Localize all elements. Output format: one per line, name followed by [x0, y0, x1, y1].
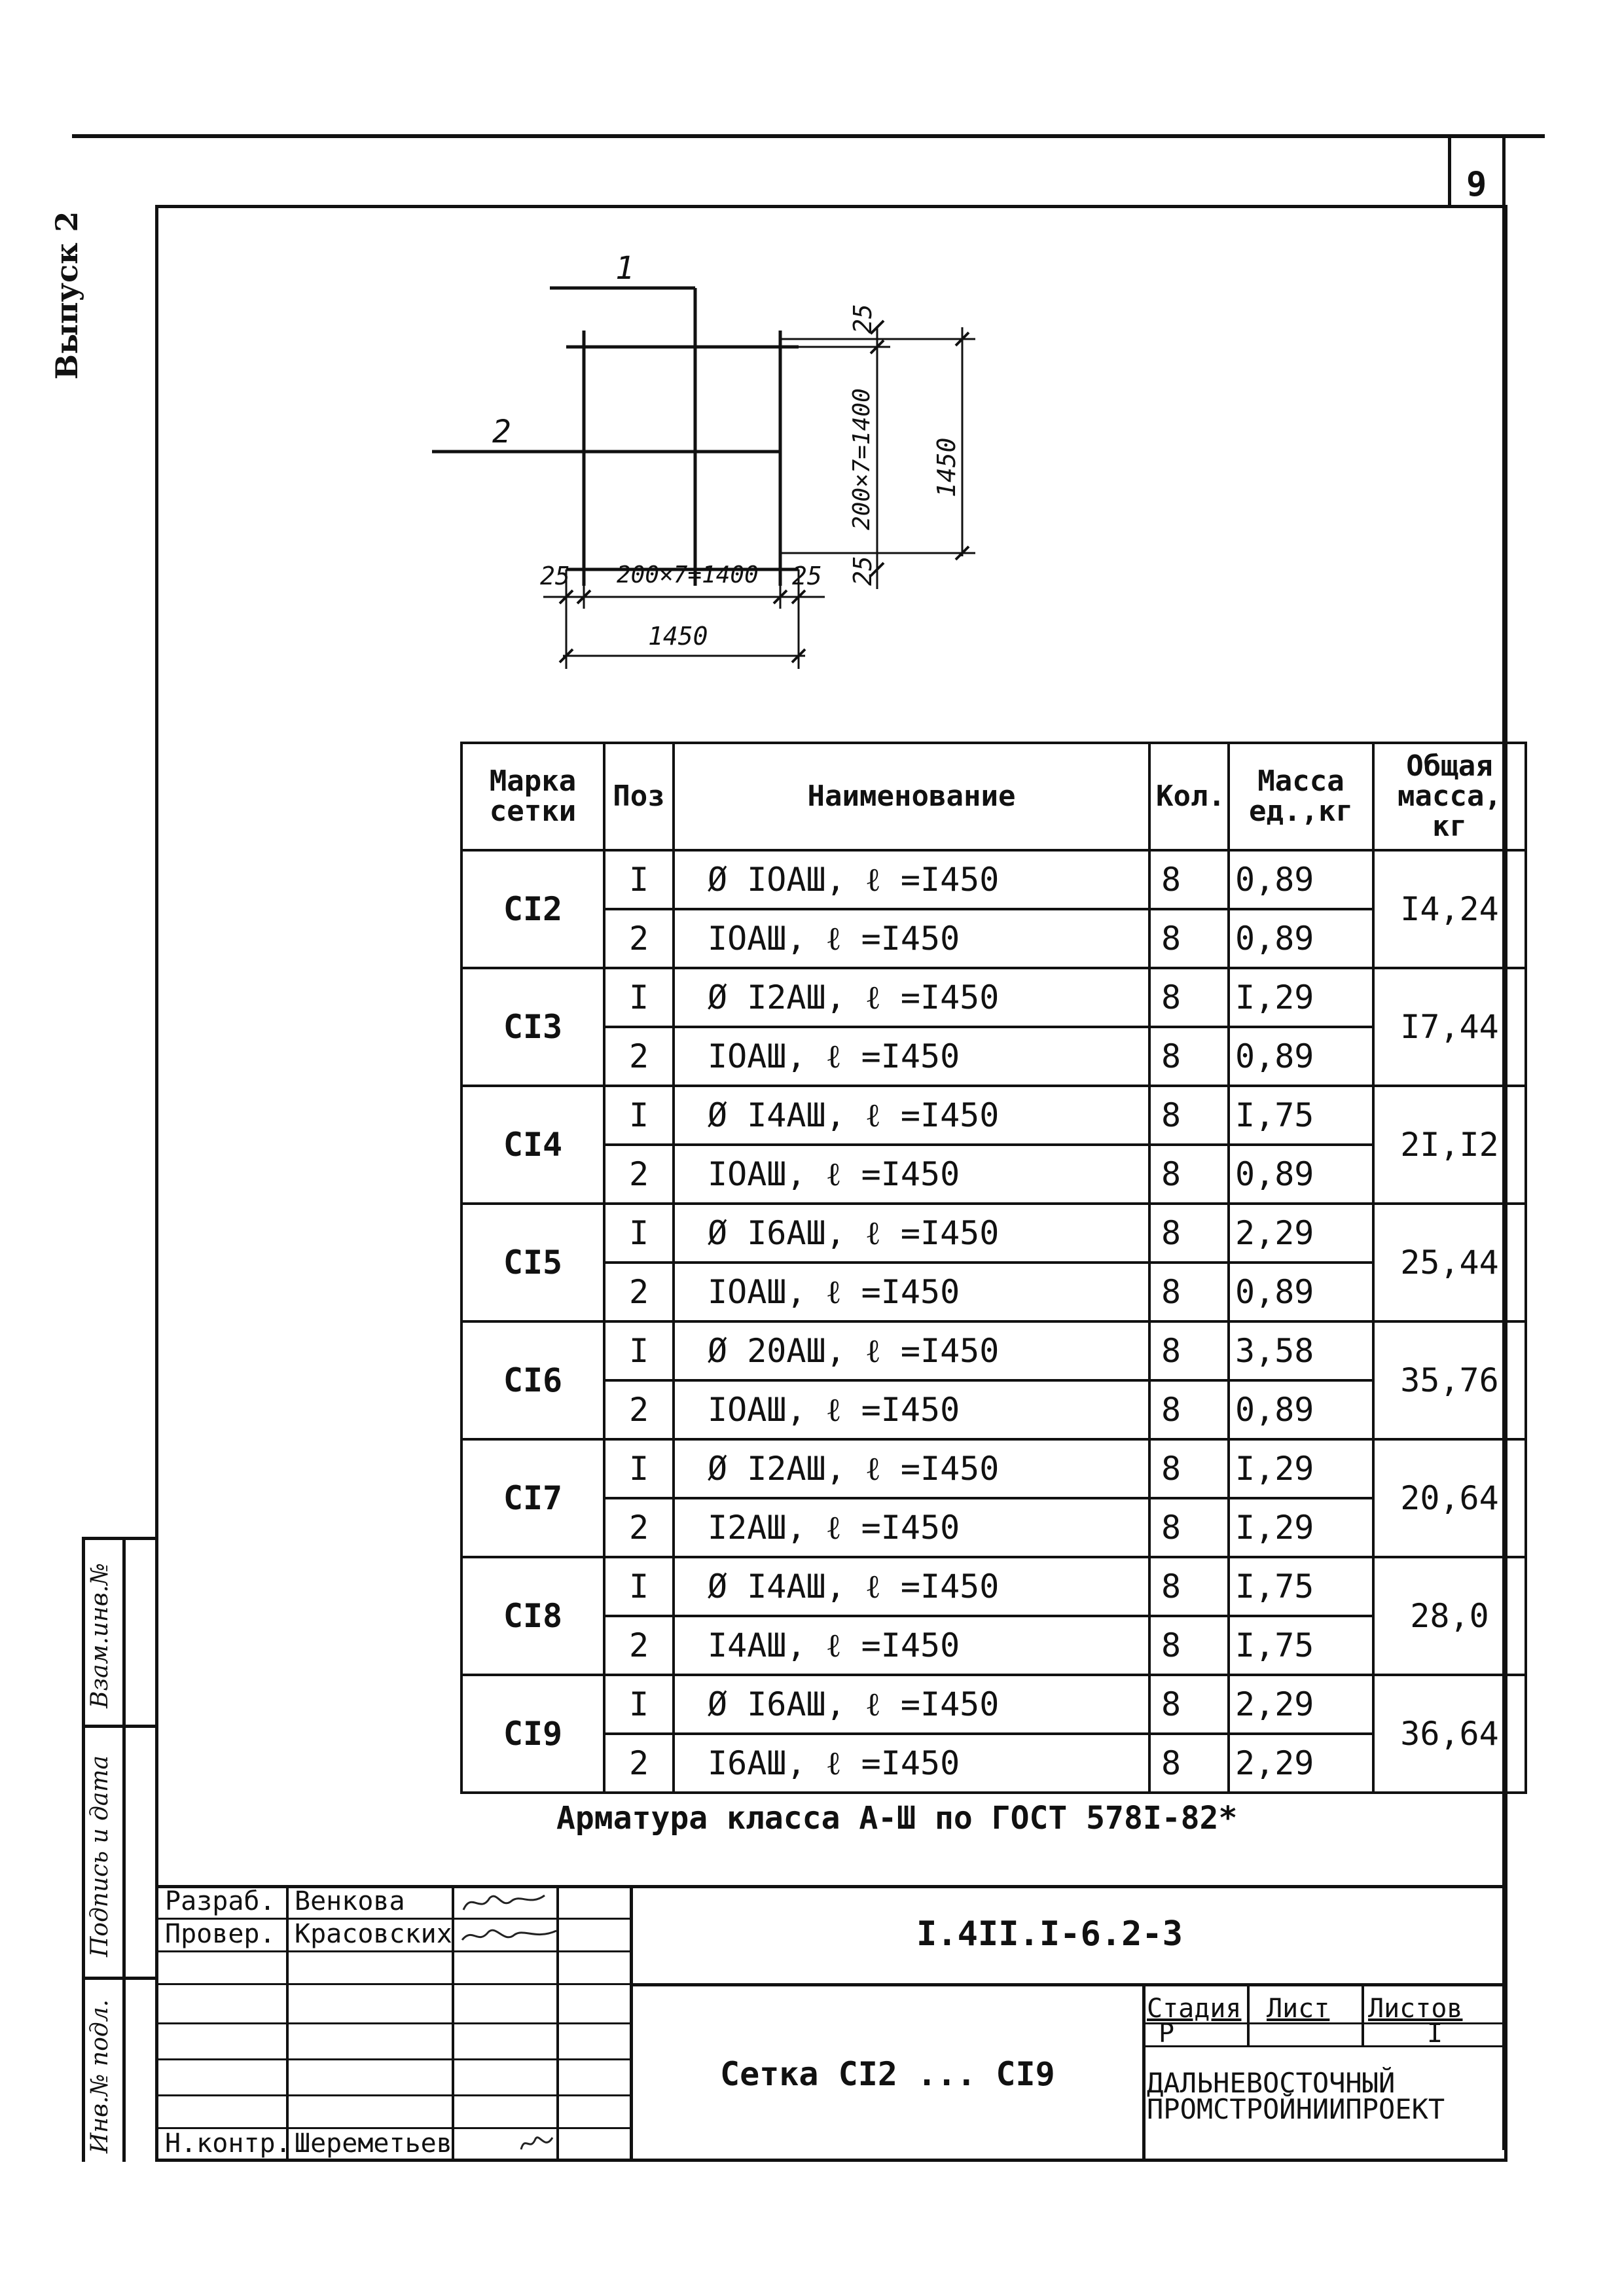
cell-unit-mass: 0,89: [1229, 1145, 1373, 1204]
cell-name: Ø IOAШ, ℓ =I450: [674, 850, 1149, 909]
stamp-div-2: [82, 1725, 157, 1728]
cell-unit-mass: 0,89: [1229, 1380, 1373, 1439]
cell-qty: 8: [1149, 850, 1229, 909]
cell-pos: 2: [604, 1145, 674, 1204]
stamp-inv-podl: Инв.№ подл.: [86, 1999, 113, 2153]
cell-unit-mass: I,75: [1229, 1616, 1373, 1675]
tb-org-line2: ПРОМСТРОЙНИИПРОЕКТ: [1147, 2093, 1445, 2125]
stamp-col-mid: [122, 1537, 126, 2162]
cell-name: Ø I2AШ, ℓ =I450: [674, 1439, 1149, 1498]
table-row: [461, 1204, 1526, 1263]
dim-horizontal-total: 1450: [648, 622, 708, 651]
cell-pos: 2: [604, 1734, 674, 1793]
tb-sheets-header: Листов: [1368, 1994, 1463, 2024]
tb-title: Сетка СI2 ... СI9: [720, 2055, 1055, 2093]
tb-stage-col2: [1362, 1983, 1364, 2047]
table-row: [461, 1675, 1526, 1734]
signature-checked: [458, 1920, 563, 1949]
tb-stage-col1: [1247, 1983, 1250, 2047]
table-row: [461, 1027, 1526, 1086]
cell-name: Ø I6AШ, ℓ =I450: [674, 1204, 1149, 1263]
cell-unit-mass: I,29: [1229, 1498, 1373, 1557]
cell-pos: I: [604, 1204, 674, 1263]
tb-sheet-header: Лист: [1267, 1994, 1330, 2024]
reinforcement-note: Арматура класса А-Ш по ГОСТ 578I-82*: [556, 1800, 1238, 1837]
tb-sheets-value: I: [1427, 2018, 1443, 2049]
tb-stage-header: Стадия: [1147, 1994, 1242, 2024]
cell-name: I4AШ, ℓ =I450: [674, 1616, 1149, 1675]
cell-unit-mass: 2,29: [1229, 1204, 1373, 1263]
tb-checked-name: Красовских: [295, 1919, 452, 1949]
cell-unit-mass: 2,29: [1229, 1675, 1373, 1734]
table-row: [461, 1321, 1526, 1380]
table-row: [461, 1380, 1526, 1439]
table-row: [461, 1086, 1526, 1145]
dim-bottom-right-25: 25: [792, 562, 822, 590]
cell-mark: СI2: [461, 850, 604, 968]
cell-pos: I: [604, 1557, 674, 1616]
dim-vertical-total: 1450: [932, 437, 961, 497]
cell-mark: СI4: [461, 1086, 604, 1204]
table-row: [461, 1616, 1526, 1675]
cell-qty: 8: [1149, 1204, 1229, 1263]
cell-pos: I: [604, 1439, 674, 1498]
signature-developed: [458, 1888, 550, 1916]
cell-name: IOAШ, ℓ =I450: [674, 909, 1149, 968]
stamp-div-3: [82, 1977, 157, 1980]
cell-total-mass: 35,76: [1373, 1321, 1526, 1439]
cell-total-mass: I4,24: [1373, 850, 1526, 968]
tb-sig-row6: [157, 2094, 632, 2096]
cell-name: I6AШ, ℓ =I450: [674, 1734, 1149, 1793]
cell-total-mass: 2I,I2: [1373, 1086, 1526, 1204]
cell-pos: I: [604, 1321, 674, 1380]
cell-unit-mass: I,75: [1229, 1557, 1373, 1616]
tb-developed-name: Венкова: [295, 1886, 405, 1916]
tb-sig-row2: [157, 1950, 632, 1952]
tb-stage-row2: [1142, 2045, 1507, 2047]
cell-qty: 8: [1149, 1616, 1229, 1675]
cell-pos: 2: [604, 1498, 674, 1557]
cell-unit-mass: 0,89: [1229, 1263, 1373, 1321]
mesh-drawing: [419, 262, 1008, 694]
tb-sig-row5: [157, 2058, 632, 2060]
tb-sig-row3: [157, 1983, 632, 1985]
tb-norm-name: Шереметьев: [295, 2128, 452, 2159]
table-row: [461, 1263, 1526, 1321]
table-row: [461, 1145, 1526, 1204]
cell-mark: СI3: [461, 968, 604, 1086]
mesh-outline: [584, 347, 780, 569]
signature-norm: [517, 2130, 556, 2156]
cell-total-mass: 36,64: [1373, 1675, 1526, 1793]
table-row: [461, 1557, 1526, 1616]
cell-pos: 2: [604, 1380, 674, 1439]
cell-pos: 2: [604, 1027, 674, 1086]
tb-checked-label: Провер.: [165, 1919, 276, 1949]
cell-mark: СI8: [461, 1557, 604, 1675]
cell-pos: I: [604, 850, 674, 909]
stamp-signature-date: Подпись и дата: [86, 1755, 113, 1957]
cell-mark: СI5: [461, 1204, 604, 1321]
dim-vertical-span: 200×7=1400: [848, 388, 875, 530]
cell-name: IOAШ, ℓ =I450: [674, 1145, 1149, 1204]
tb-org-line1: ДАЛЬНЕВОСТОЧНЫЙ: [1147, 2067, 1396, 2099]
cell-qty: 8: [1149, 1263, 1229, 1321]
tb-mid: [632, 1983, 1507, 1986]
cell-qty: 8: [1149, 1734, 1229, 1793]
cell-mark: СI7: [461, 1439, 604, 1557]
cell-pos: I: [604, 1675, 674, 1734]
header-unit-mass: Масса ед.,кг: [1229, 743, 1373, 850]
tb-sig-row4: [157, 2022, 632, 2024]
spec-header-row: [461, 743, 1526, 850]
dim-right-25: 25: [848, 556, 877, 586]
header-name: Наименование: [674, 743, 1149, 850]
cell-pos: I: [604, 968, 674, 1027]
cell-qty: 8: [1149, 1086, 1229, 1145]
cell-mark: СI6: [461, 1321, 604, 1439]
cell-qty: 8: [1149, 1321, 1229, 1380]
cell-pos: 2: [604, 909, 674, 968]
cell-qty: 8: [1149, 1557, 1229, 1616]
cell-name: I2AШ, ℓ =I450: [674, 1498, 1149, 1557]
cell-unit-mass: 0,89: [1229, 850, 1373, 909]
table-row: [461, 909, 1526, 968]
header-pos: Поз: [604, 743, 674, 850]
cell-name: IOAШ, ℓ =I450: [674, 1380, 1149, 1439]
dim-top-25: 25: [848, 304, 877, 334]
table-row: [461, 850, 1526, 909]
cell-name: IOAШ, ℓ =I450: [674, 1027, 1149, 1086]
stamp-vzam-inv: Взам.инв.№: [86, 1562, 113, 1708]
cell-qty: 8: [1149, 1027, 1229, 1086]
header-total-mass: Общая масса, кг: [1373, 743, 1526, 850]
table-row: [461, 968, 1526, 1027]
cell-name: Ø I2AШ, ℓ =I450: [674, 968, 1149, 1027]
cell-total-mass: 28,0: [1373, 1557, 1526, 1675]
cell-unit-mass: 0,89: [1229, 1027, 1373, 1086]
header-qty: Кол.: [1149, 743, 1229, 850]
cell-qty: 8: [1149, 1145, 1229, 1204]
cell-total-mass: 25,44: [1373, 1204, 1526, 1321]
dim-left-25: 25: [540, 562, 570, 590]
frame-bottom: [155, 2159, 1507, 2162]
cell-qty: 8: [1149, 1439, 1229, 1498]
cell-pos: 2: [604, 1263, 674, 1321]
sheet-number-box-left: [1448, 134, 1451, 206]
cell-unit-mass: 2,29: [1229, 1734, 1373, 1793]
sheet-number: 9: [1466, 165, 1487, 204]
cell-unit-mass: I,75: [1229, 1086, 1373, 1145]
stamp-div-1: [82, 1537, 157, 1540]
tb-developed-label: Разраб.: [165, 1886, 276, 1916]
cell-qty: 8: [1149, 1498, 1229, 1557]
table-row: [461, 1498, 1526, 1557]
cell-pos: I: [604, 1086, 674, 1145]
frame-left: [155, 205, 158, 2162]
cell-unit-mass: 3,58: [1229, 1321, 1373, 1380]
issue-label: Выпуск 2: [49, 211, 84, 380]
tb-stage-value: Р: [1159, 2018, 1175, 2049]
stamp-col-left: [82, 1537, 85, 2162]
cell-name: Ø 20AШ, ℓ =I450: [674, 1321, 1149, 1380]
cell-qty: 8: [1149, 909, 1229, 968]
tb-div-stage: [1142, 1983, 1146, 2160]
dim-horizontal-span: 200×7=1400: [617, 562, 759, 588]
cell-unit-mass: I,29: [1229, 968, 1373, 1027]
cell-qty: 8: [1149, 968, 1229, 1027]
cell-qty: 8: [1149, 1675, 1229, 1734]
header-mark: Марка сетки: [461, 743, 604, 850]
cell-total-mass: 20,64: [1373, 1439, 1526, 1557]
cell-unit-mass: I,29: [1229, 1439, 1373, 1498]
cell-name: Ø I6AШ, ℓ =I450: [674, 1675, 1149, 1734]
spec-table: [460, 742, 1527, 1794]
cell-mark: СI9: [461, 1675, 604, 1793]
tb-norm-label: Н.контр.: [165, 2128, 291, 2159]
top-rule: [72, 134, 1545, 138]
callout-1: 1: [615, 250, 634, 287]
cell-total-mass: I7,44: [1373, 968, 1526, 1086]
cell-unit-mass: 0,89: [1229, 909, 1373, 968]
cell-name: IOAШ, ℓ =I450: [674, 1263, 1149, 1321]
cell-name: Ø I4AШ, ℓ =I450: [674, 1086, 1149, 1145]
frame-top: [155, 205, 1506, 208]
cell-name: Ø I4AШ, ℓ =I450: [674, 1557, 1149, 1616]
table-row: [461, 1734, 1526, 1793]
tb-doc-code: I.4II.I-6.2-3: [916, 1914, 1183, 1954]
cell-qty: 8: [1149, 1380, 1229, 1439]
table-row: [461, 1439, 1526, 1498]
callout-2: 2: [492, 414, 511, 450]
cell-pos: 2: [604, 1616, 674, 1675]
